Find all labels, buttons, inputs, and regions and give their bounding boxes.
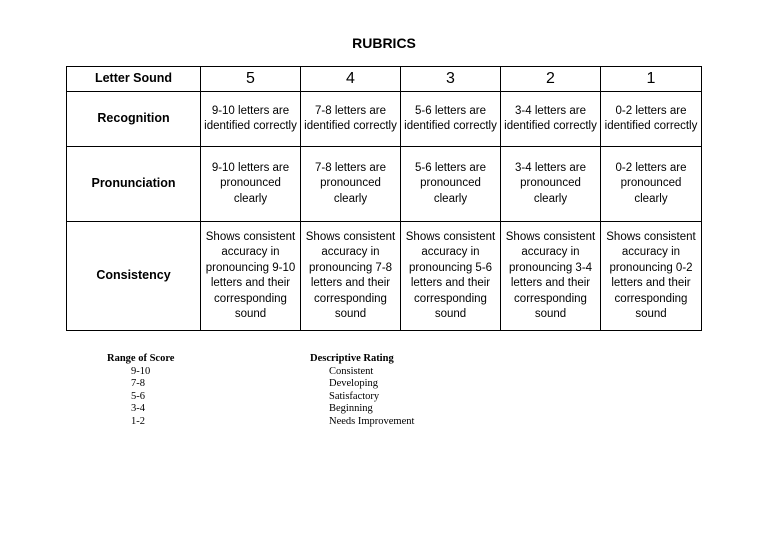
table-row xyxy=(67,92,702,147)
rubric-table xyxy=(66,66,702,331)
score-range-legend xyxy=(107,353,174,429)
rating-item: Beginning xyxy=(329,403,373,415)
table-cell: 5-6 letters are identified correctly xyxy=(401,92,501,147)
criterion-consistency: Consistency xyxy=(67,222,201,331)
table-cell: Shows consistent accuracy in pronouncing 0-2 letters and their corresponding sound xyxy=(601,222,702,331)
score-header-1: 1 xyxy=(601,67,702,92)
score-header-2: 2 xyxy=(501,67,601,92)
table-cell: Shows consistent accuracy in pronouncing 5-6 letters and their corresponding sound xyxy=(401,222,501,331)
table-cell: 7-8 letters are pronounced clearly xyxy=(301,147,401,222)
table-row xyxy=(67,222,702,331)
table-cell: Shows consistent accuracy in pronouncing 3-4 letters and their corresponding sound xyxy=(501,222,601,331)
table-cell: 0-2 letters are identified correctly xyxy=(601,92,702,147)
table-row xyxy=(67,147,702,222)
rating-item: Developing xyxy=(329,378,378,390)
range-item: 5-6 xyxy=(131,390,145,402)
rating-item: Consistent xyxy=(329,365,374,377)
table-cell: 9-10 letters are identified correctly xyxy=(201,92,301,147)
rating-item: Needs Improvement xyxy=(329,415,415,427)
rating-item: Satisfactory xyxy=(329,390,380,402)
range-item: 3-4 xyxy=(131,403,145,415)
score-header-3: 3 xyxy=(401,67,501,92)
table-cell: Shows consistent accuracy in pronouncing 9-10 letters and their corresponding sound xyxy=(201,222,301,331)
rating-header: Descriptive Rating xyxy=(310,353,394,364)
range-header: Range of Score xyxy=(107,353,175,364)
descriptive-rating-legend xyxy=(310,353,414,429)
table-header-row xyxy=(67,67,702,92)
range-item: 1-2 xyxy=(131,415,145,427)
table-cell: 7-8 letters are identified correctly xyxy=(301,92,401,147)
table-cell: Shows consistent accuracy in pronouncing 7-8 letters and their corresponding sound xyxy=(301,222,401,331)
table-cell: 3-4 letters are pronounced clearly xyxy=(501,147,601,222)
range-item: 7-8 xyxy=(131,378,145,390)
criterion-pronunciation: Pronunciation xyxy=(67,147,201,222)
corner-label: Letter Sound xyxy=(67,67,201,92)
table-cell: 0-2 letters are pronounced clearly xyxy=(601,147,702,222)
score-header-5: 5 xyxy=(201,67,301,92)
range-item: 9-10 xyxy=(131,365,151,377)
score-header-4: 4 xyxy=(301,67,401,92)
table-cell: 9-10 letters are pronounced clearly xyxy=(201,147,301,222)
criterion-recognition: Recognition xyxy=(67,92,201,147)
table-cell: 5-6 letters are pronounced clearly xyxy=(401,147,501,222)
page-title: RUBRICS xyxy=(352,35,416,51)
table-cell: 3-4 letters are identified correctly xyxy=(501,92,601,147)
